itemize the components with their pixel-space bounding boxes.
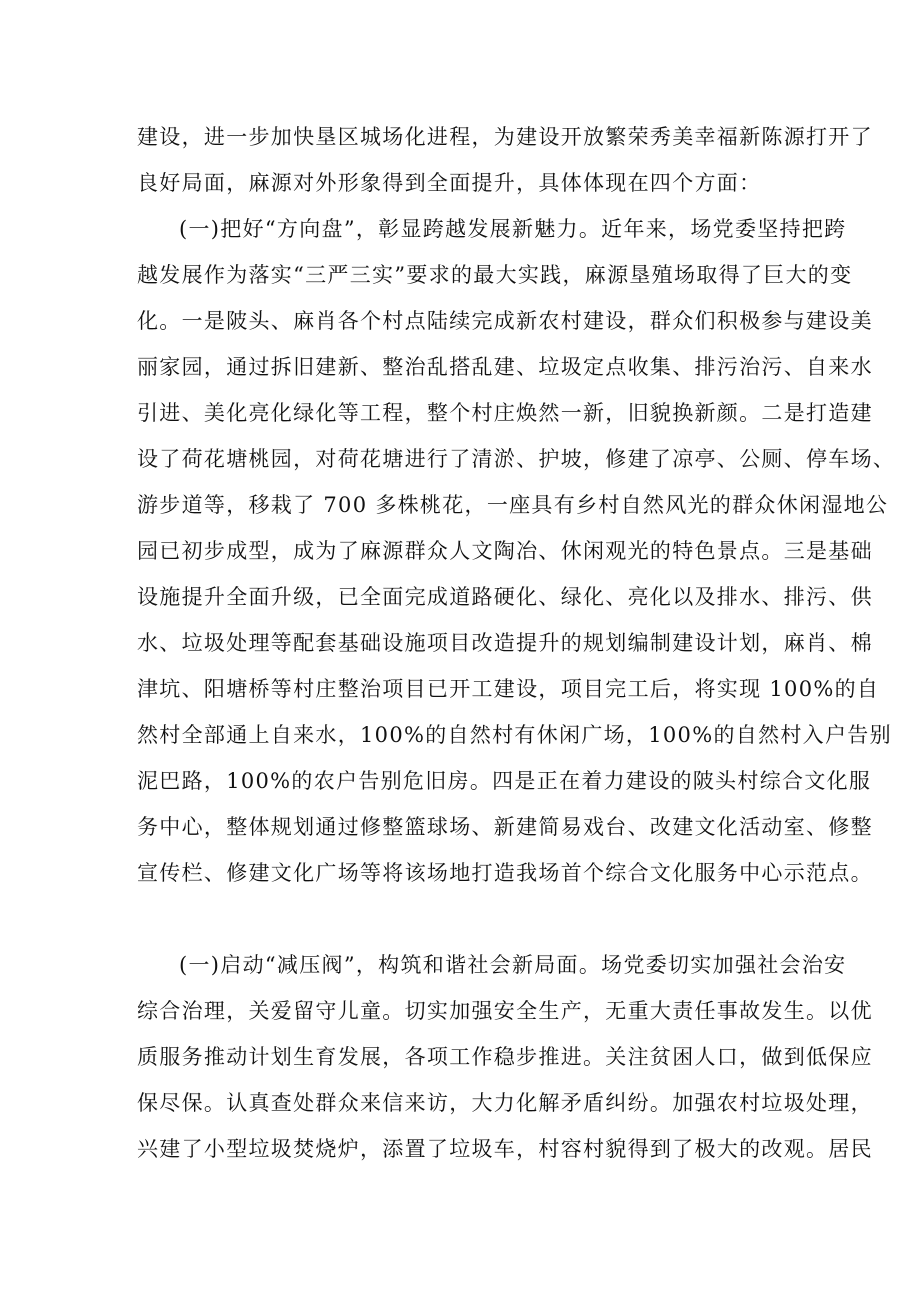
text-line: 泥巴路，100%的农户告别危旧房。四是正在着力建设的陂头村综合文化服: [137, 769, 872, 793]
text-line: 设施提升全面升级，已全面完成道路硬化、绿化、亮化以及排水、排污、供: [137, 585, 873, 609]
text-line: 越发展作为落实“三严三实”要求的最大实践，麻源垦殖场取得了巨大的变: [137, 263, 853, 287]
text-line: 园已初步成型，成为了麻源群众人文陶冶、休闲观光的特色景点。三是基础: [137, 539, 873, 563]
text-line: 务中心，整体规划通过修整篮球场、新建简易戏台、改建文化活动室、修整: [137, 815, 873, 839]
text-line: 引进、美化亮化绿化等工程，整个村庄焕然一新，旧貌换新颜。二是打造建: [137, 401, 873, 425]
text-line: 宣传栏、修建文化广场等将该场地打造我场首个综合文化服务中心示范点。: [137, 861, 873, 885]
text-line: 兴建了小型垃圾焚烧炉，添置了垃圾车，村容村貌得到了极大的改观。居民: [137, 1137, 873, 1161]
text-line: 保尽保。认真查处群众来信来访，大力化解矛盾纠纷。加强农村垃圾处理，: [137, 1091, 873, 1115]
text-line: 良好局面，麻源对外形象得到全面提升，具体体现在四个方面：: [137, 171, 762, 195]
text-line: 津坑、阳塘桥等村庄整治项目已开工建设，项目完工后，将实现 100%的自: [137, 677, 880, 701]
text-line: 设了荷花塘桃园，对荷花塘进行了清淤、护坡，修建了凉亭、公厕、停车场、: [137, 447, 896, 471]
paragraph-pressure-valve: [137, 942, 873, 1172]
text-line: 综合治理，关爱留守儿童。切实加强安全生产，无重大责任事故发生。以优: [137, 999, 873, 1023]
text-line: (一)把好“方向盘”，彰显跨越发展新魅力。近年来，场党委坚持把跨: [179, 217, 847, 241]
paragraph-direction-wheel: [137, 206, 896, 896]
text-line: 然村全部通上自来水，100%的自然村有休闲广场，100%的自然村入户告别: [137, 723, 892, 747]
paragraph-continuation: [137, 114, 873, 206]
text-line: 水、垃圾处理等配套基础设施项目改造提升的规划编制建设计划，麻肖、棉: [137, 631, 873, 655]
text-line: 化。一是陂头、麻肖各个村点陆续完成新农村建设，群众们积极参与建设美: [137, 309, 873, 333]
text-line: (一)启动“减压阀”，构筑和谐社会新局面。场党委切实加强社会治安: [179, 953, 847, 977]
text-line: 建设，进一步加快垦区城场化进程，为建设开放繁荣秀美幸福新陈源打开了: [137, 125, 873, 149]
text-line: 质服务推动计划生育发展，各项工作稳步推进。关注贫困人口，做到低保应: [137, 1045, 873, 1069]
text-line: 游步道等，移栽了 700 多株桃花，一座具有乡村自然风光的群众休闲湿地公: [137, 493, 889, 517]
text-line: 丽家园，通过拆旧建新、整治乱搭乱建、垃圾定点收集、排污治污、自来水: [137, 355, 873, 379]
